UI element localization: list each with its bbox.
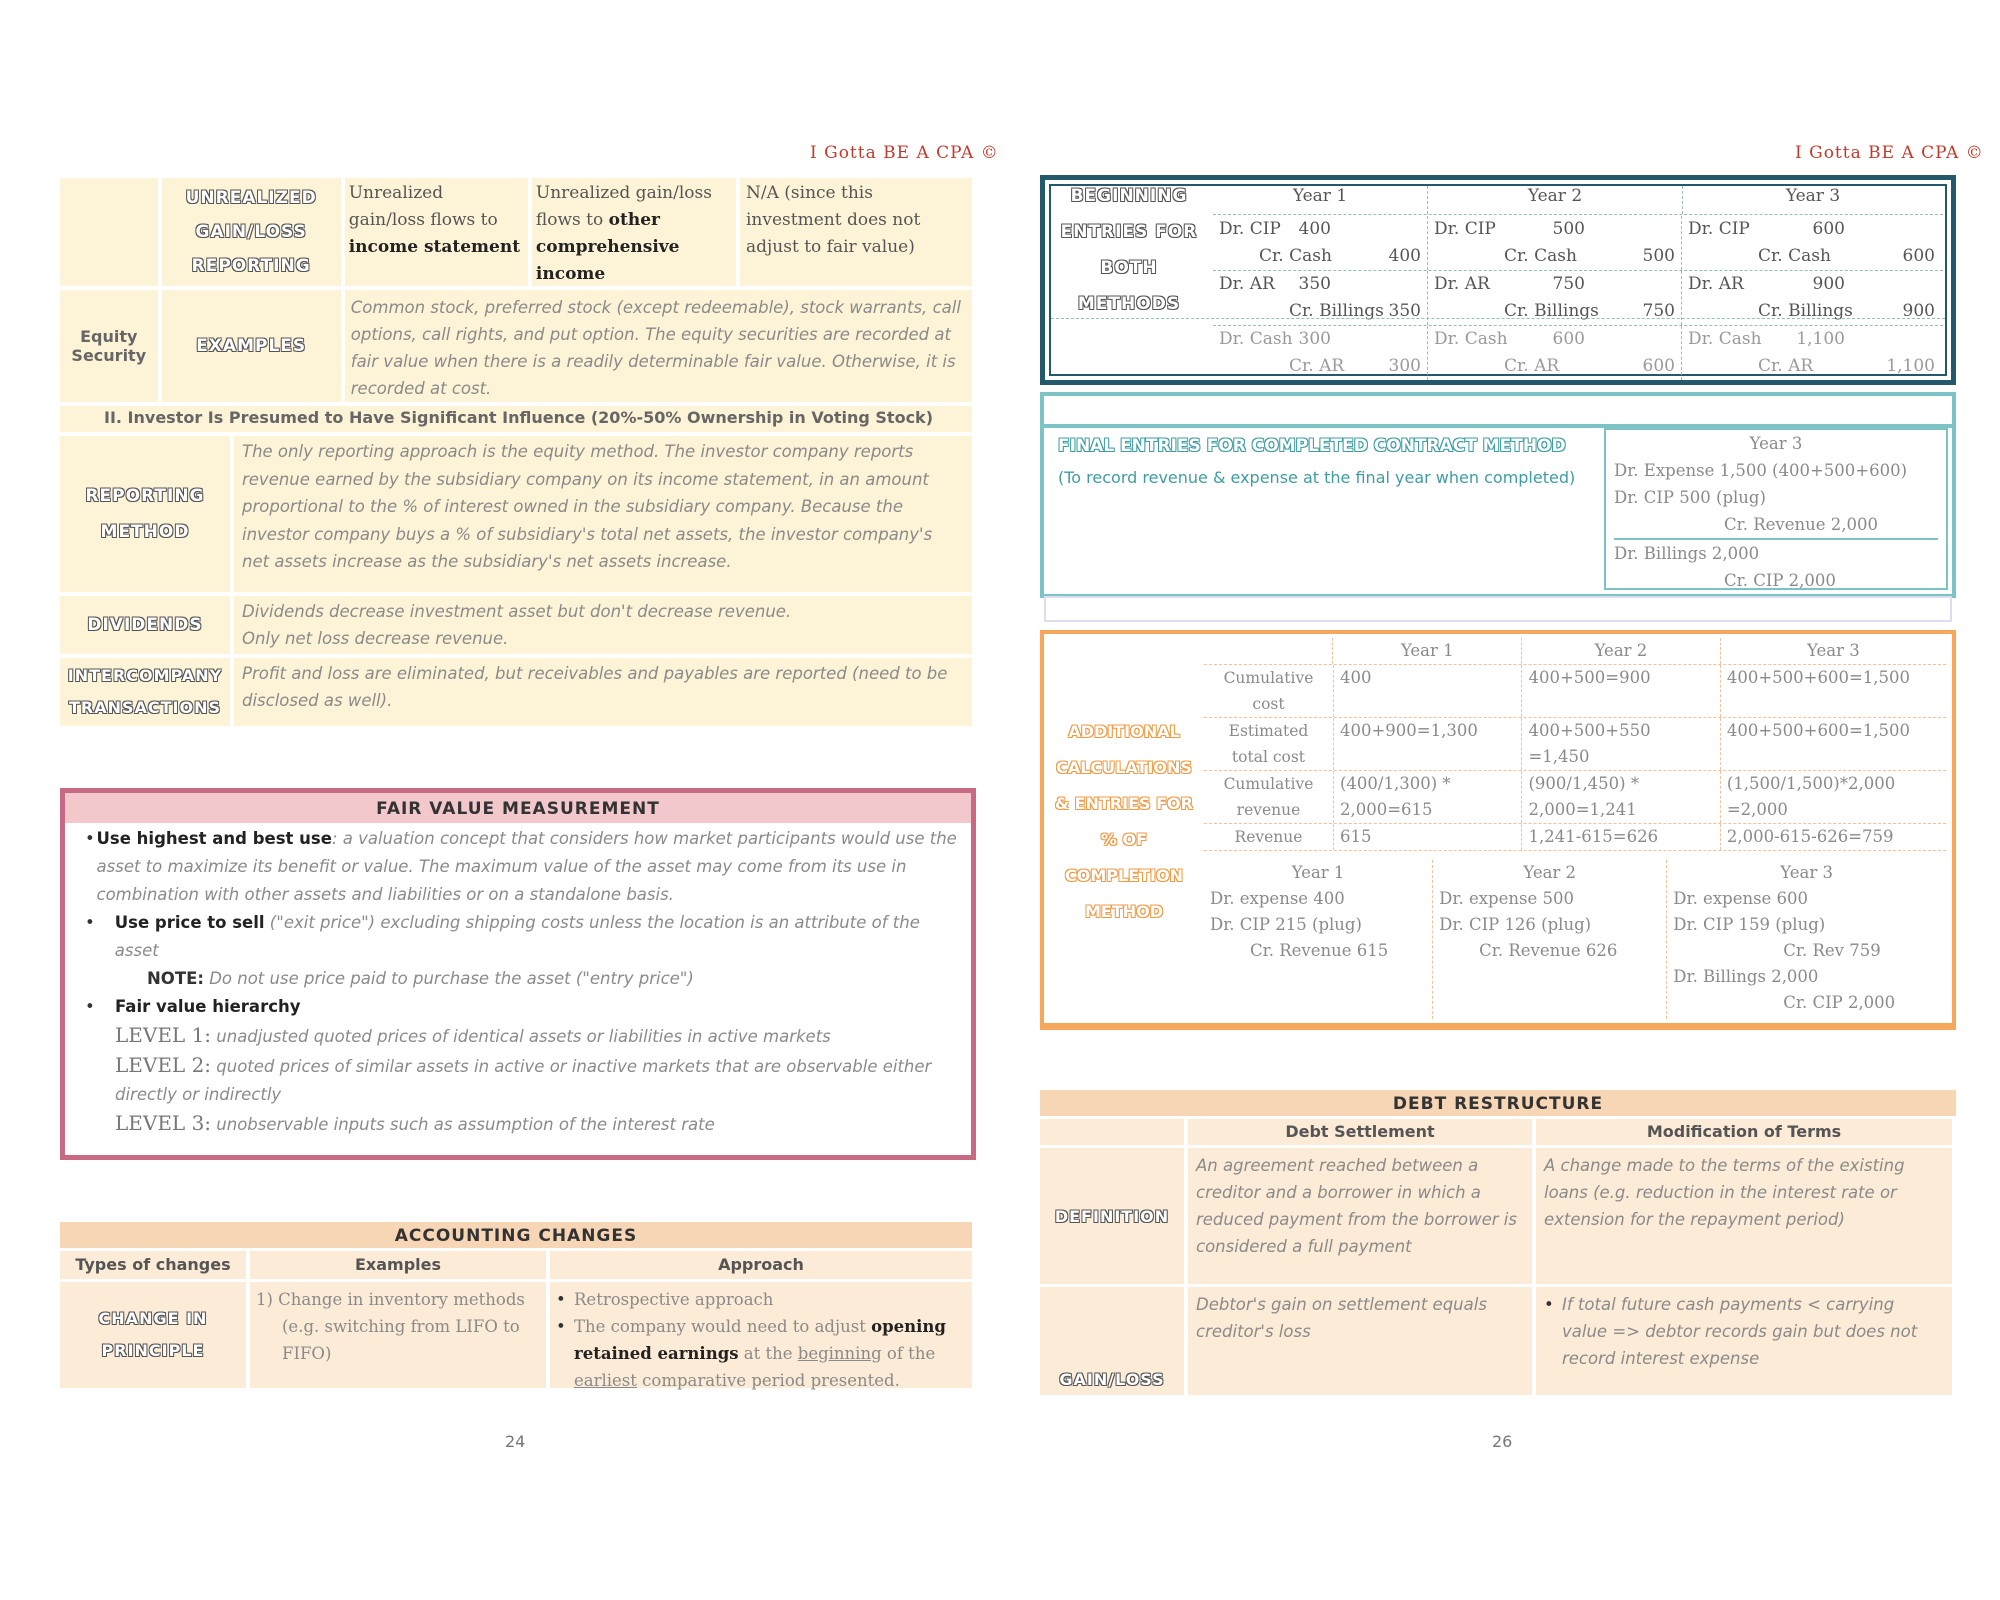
entry-cr-amount: 300 bbox=[1388, 356, 1421, 376]
final-entries-box bbox=[1040, 392, 1956, 598]
approach-2-earliest: earliest bbox=[574, 1371, 637, 1390]
beginning-years bbox=[1213, 186, 1943, 215]
beginning-entry-cash-year3 bbox=[1681, 326, 1941, 380]
pct-entry-line: Cr. Revenue 626 bbox=[1479, 941, 1618, 960]
debt-title: DEBT RESTRUCTURE bbox=[1040, 1090, 1956, 1116]
pct-cell: 400+500+600=1,500 bbox=[1720, 718, 1946, 770]
pct-row bbox=[1204, 718, 1946, 771]
entry-dr-account: Dr. AR bbox=[1688, 274, 1744, 294]
reporting-method-text: The only reporting approach is the equity method. The investor company reports revenue earned by the subsidiary company on its income statement, in an amount proportional to the % of interest owned in the subsidiary company. Because the investor company buys a % of subsidiary's total net assets, the investor company's net assets increase as the subsidiary's net assets increase. bbox=[234, 436, 972, 592]
entry-cr-account: Cr. Billings bbox=[1758, 301, 1853, 321]
unrealized-col1-bold: income statement bbox=[348, 237, 521, 257]
pct-entry-year-label: Year 2 bbox=[1523, 863, 1577, 882]
pct-label: ADDITIONAL CALCULATIONS & ENTRIES FOR % OF COMPLETION METHOD bbox=[1055, 722, 1193, 921]
fv-bullet-2-bold: Use price to sell bbox=[114, 913, 265, 932]
pct-entry-line: Dr. CIP 126 (plug) bbox=[1439, 915, 1592, 934]
entry-dr-account: Dr. CIP bbox=[1434, 219, 1496, 239]
fv-level-2-text: quoted prices of similar assets in active or inactive markets that are observable either directly or indirectly bbox=[115, 1057, 932, 1104]
entry-cr-amount: 600 bbox=[1902, 246, 1935, 266]
percent-completion-box bbox=[1040, 630, 1956, 1030]
unrealized-col1-text: Unrealized gain/loss flows to bbox=[348, 183, 498, 230]
page-number-left: 24 bbox=[505, 1432, 526, 1451]
beginning-row-cash bbox=[1213, 326, 1943, 380]
debt-header-settlement: Debt Settlement bbox=[1188, 1119, 1532, 1145]
entry-cr-account: Cr. Cash bbox=[1259, 246, 1332, 266]
accounting-changes-table bbox=[60, 1222, 972, 1388]
beginning-entry-cash-year2 bbox=[1427, 326, 1681, 380]
beginning-entry-cip-year1 bbox=[1213, 216, 1427, 270]
pct-cell: 400+500+600=1,500 bbox=[1720, 665, 1946, 717]
brand-watermark: I Gotta BE A CPA © bbox=[810, 143, 999, 163]
entry-cr-amount: 900 bbox=[1902, 301, 1935, 321]
entry-cr-account: Cr. AR bbox=[1289, 356, 1345, 376]
pct-entry-line: Dr. CIP 159 (plug) bbox=[1673, 915, 1826, 934]
section-title-significant-influence: II. Investor Is Presumed to Have Significant Influence (20%-50% Ownership in Voting Stock) bbox=[60, 406, 972, 432]
pct-entry-line: Dr. Billings 2,000 bbox=[1673, 967, 1819, 986]
pct-year-1: Year 1 bbox=[1332, 638, 1521, 664]
entry-dr-account: Dr. AR bbox=[1219, 274, 1275, 294]
unrealized-col2-text: Unrealized gain/loss flows to bbox=[535, 183, 712, 230]
fv-bullet-3: • Fair value hierarchy bbox=[85, 993, 963, 1021]
definition-label: DEFINITION bbox=[1040, 1148, 1184, 1284]
pct-cell: 400+500=900 bbox=[1521, 665, 1719, 717]
pct-row bbox=[1204, 665, 1946, 718]
pct-entry-line: Dr. CIP 215 (plug) bbox=[1210, 915, 1362, 934]
investments-table bbox=[60, 178, 972, 726]
reporting-method-label: REPORTING METHOD bbox=[60, 436, 230, 592]
fv-bullet-1-text: : a valuation concept that considers how market participants would use the asset to maximize its benefit or value. The maximum value of the asset may come from its use in combination with other assets and liabilities or on a standalone basis. bbox=[96, 829, 957, 904]
unrealized-col1 bbox=[345, 178, 528, 286]
debt-restructure-table bbox=[1040, 1090, 1956, 1395]
final-entries-title: FINAL ENTRIES FOR COMPLETED CONTRACT METHOD bbox=[1058, 436, 1566, 456]
unrealized-label: UNREALIZED GAIN/LOSS REPORTING bbox=[162, 178, 341, 286]
pct-entry-line: Cr. Revenue 615 bbox=[1250, 941, 1389, 960]
dividends-label: DIVIDENDS bbox=[60, 596, 230, 654]
dividends-line-1: Dividends decrease investment asset but don't decrease revenue. bbox=[242, 602, 792, 621]
entry-cr-amount: 350 bbox=[1388, 301, 1421, 321]
entry-dr-account: Dr. CIP bbox=[1688, 219, 1750, 239]
approach-2-beginning: beginning bbox=[797, 1344, 882, 1363]
pct-entry-year-2 bbox=[1432, 860, 1666, 1019]
entry-dr-amount: 600 bbox=[1552, 329, 1585, 349]
unrealized-col3: N/A (since this investment does not adjust to fair value) bbox=[740, 178, 972, 286]
example-line-2: (e.g. switching from LIFO to FIFO) bbox=[282, 1317, 520, 1363]
gain-settlement: Debtor's gain on settlement equals creditor's loss bbox=[1188, 1287, 1532, 1395]
beginning-entry-cip-year3 bbox=[1681, 216, 1941, 270]
fv-level-1-text: unadjusted quoted prices of identical assets or liabilities in active markets bbox=[211, 1027, 831, 1046]
approach-line-2 bbox=[574, 1313, 966, 1394]
fv-level-3-label: LEVEL 3: bbox=[115, 1111, 212, 1135]
pct-cell: (1,500/1,500)*2,000 =2,000 bbox=[1720, 771, 1946, 823]
final-entries-subtitle: (To record revenue & expense at the final year when completed) bbox=[1058, 468, 1576, 487]
pct-cell: 1,241-615=626 bbox=[1521, 824, 1719, 850]
entry-dr-amount: 900 bbox=[1812, 274, 1845, 294]
entry-cr-amount: 750 bbox=[1642, 301, 1675, 321]
pct-cell: 2,000-615-626=759 bbox=[1720, 824, 1946, 850]
empty-cell bbox=[60, 178, 158, 286]
pct-cell: (900/1,450) * 2,000=1,241 bbox=[1521, 771, 1719, 823]
final-entries-journal bbox=[1604, 428, 1948, 590]
fv-level-3 bbox=[85, 1109, 963, 1139]
entry-dr-account: Dr. Cash bbox=[1219, 329, 1293, 349]
example-line-1: 1) Change in inventory methods bbox=[256, 1290, 525, 1309]
debt-header-empty bbox=[1040, 1119, 1184, 1145]
beginning-year-3: Year 3 bbox=[1682, 186, 1943, 214]
final-line-3: Cr. Revenue 2,000 bbox=[1614, 511, 1938, 540]
pct-entries bbox=[1204, 860, 1946, 1019]
pct-row-label: Estimated total cost bbox=[1228, 722, 1309, 766]
fv-level-1-label: LEVEL 1: bbox=[115, 1023, 212, 1047]
pct-cell: (400/1,300) * 2,000=615 bbox=[1333, 771, 1521, 823]
pct-entry-line: Cr. CIP 2,000 bbox=[1783, 993, 1896, 1012]
final-line-2: Dr. CIP 500 (plug) bbox=[1614, 488, 1766, 507]
beginning-entry-cash-year1 bbox=[1213, 326, 1427, 380]
pct-entry-line: Cr. Rev 759 bbox=[1783, 941, 1881, 960]
fv-note bbox=[85, 965, 963, 993]
dividends-text bbox=[234, 596, 972, 654]
intercompany-label: INTERCOMPANY TRANSACTIONS bbox=[60, 658, 230, 726]
entry-dr-amount: 600 bbox=[1812, 219, 1845, 239]
gain-modification: If total future cash payments < carrying value => debtor records gain but does not record interest expense bbox=[1562, 1295, 1918, 1368]
pct-cell: 400+500+550 =1,450 bbox=[1521, 718, 1719, 770]
entry-cr-account: Cr. Billings bbox=[1504, 301, 1599, 321]
pct-row-label: Revenue bbox=[1234, 828, 1303, 846]
entry-cr-account: Cr. Billings bbox=[1289, 301, 1384, 321]
page-number-right: 26 bbox=[1492, 1432, 1513, 1451]
definition-modification: A change made to the terms of the existing loans (e.g. reduction in the interest rate or extension for the repayment period) bbox=[1536, 1148, 1952, 1284]
pct-row bbox=[1204, 771, 1946, 824]
entry-cr-account: Cr. Cash bbox=[1504, 246, 1577, 266]
beginning-row-cip bbox=[1213, 216, 1943, 271]
fv-bullet-1-bold: Use highest and best use bbox=[96, 829, 332, 848]
pct-cell: 400+900=1,300 bbox=[1333, 718, 1521, 770]
entry-dr-account: Dr. Cash bbox=[1688, 329, 1762, 349]
definition-settlement: An agreement reached between a creditor and a borrower in which a reduced payment from the borrower is considered a full payment bbox=[1188, 1148, 1532, 1284]
fv-level-2-label: LEVEL 2: bbox=[115, 1053, 212, 1077]
pct-entry-line: Dr. expense 400 bbox=[1210, 889, 1345, 908]
pct-entry-year-1 bbox=[1204, 860, 1432, 1019]
brand-watermark-right: I Gotta BE A CPA © bbox=[1795, 143, 1984, 163]
entry-dr-amount: 750 bbox=[1552, 274, 1585, 294]
header-types: Types of changes bbox=[60, 1251, 246, 1279]
entry-dr-account: Dr. Cash bbox=[1434, 329, 1508, 349]
examples-text: Common stock, preferred stock (except redeemable), stock warrants, call options, call rights, and put option. The equity securities are recorded at fair value when there is a readily determinable fair value. Otherwise, it is recorded at cost. bbox=[345, 290, 972, 402]
debt-header-modification: Modification of Terms bbox=[1536, 1119, 1952, 1145]
pct-entry-line: Dr. expense 600 bbox=[1673, 889, 1809, 908]
entry-dr-account: Dr. CIP bbox=[1219, 219, 1281, 239]
beginning-entry-cip-year2 bbox=[1427, 216, 1681, 270]
beginning-year-2: Year 2 bbox=[1427, 186, 1682, 214]
entry-cr-amount: 500 bbox=[1642, 246, 1675, 266]
beginning-year-1: Year 1 bbox=[1292, 186, 1348, 206]
entry-dr-amount: 300 bbox=[1298, 329, 1331, 349]
fv-level-2 bbox=[85, 1051, 963, 1109]
fv-note-label: NOTE: bbox=[147, 969, 204, 988]
pct-row-label: Cumulative cost bbox=[1223, 669, 1314, 713]
beginning-label: BEGINNING ENTRIES FOR BOTH METHODS bbox=[1060, 186, 1198, 314]
pct-header-row bbox=[1204, 638, 1946, 665]
approach-2-g: comparative period presented. bbox=[636, 1371, 900, 1390]
approach-cell: • Retrospective approach • The company would need to adjust opening retained earnings at the beginning of the earliest comparative period presented. bbox=[550, 1282, 972, 1388]
entry-cr-amount: 400 bbox=[1388, 246, 1421, 266]
pct-cell: 400 bbox=[1333, 665, 1521, 717]
pct-row-label: Cumulative revenue bbox=[1223, 775, 1314, 819]
gain-loss-label: GAIN/LOSS bbox=[1040, 1287, 1184, 1395]
entry-cr-account: Cr. Cash bbox=[1758, 246, 1831, 266]
pct-year-3: Year 3 bbox=[1720, 638, 1946, 664]
approach-line-1: Retrospective approach bbox=[574, 1290, 774, 1309]
unrealized-col2 bbox=[532, 178, 736, 286]
fair-value-title: FAIR VALUE MEASUREMENT bbox=[65, 793, 971, 823]
approach-2-bold: opening retained earnings bbox=[574, 1317, 946, 1363]
approach-2-c: at the bbox=[738, 1344, 798, 1363]
entry-dr-amount: 1,100 bbox=[1796, 329, 1845, 349]
beginning-grid bbox=[1213, 216, 1943, 380]
header-approach: Approach bbox=[550, 1251, 972, 1279]
accounting-changes-title: ACCOUNTING CHANGES bbox=[60, 1222, 972, 1248]
final-line-5: Cr. CIP 2,000 bbox=[1724, 571, 1836, 590]
right-page bbox=[1000, 0, 2000, 1600]
fv-bullet-2-text: ("exit price") excluding shipping costs unless the location is an attribute of the asset bbox=[114, 913, 920, 960]
approach-2-e: of the bbox=[881, 1344, 936, 1363]
final-line-4: Dr. Billings 2,000 bbox=[1614, 544, 1760, 563]
entry-dr-amount: 500 bbox=[1552, 219, 1585, 239]
pct-row bbox=[1204, 824, 1946, 851]
fv-note-text: Do not use price paid to purchase the asset ("entry price") bbox=[203, 969, 694, 988]
entry-dr-amount: 400 bbox=[1298, 219, 1331, 239]
fair-value-box bbox=[60, 788, 976, 1160]
approach-2-a: The company would need to adjust bbox=[574, 1317, 872, 1336]
beginning-entries-box bbox=[1040, 175, 1956, 385]
fv-level-3-text: unobservable inputs such as assumption of the interest rate bbox=[211, 1115, 715, 1134]
fv-bullet-1: • Use highest and best use: a valuation concept that considers how market participants would use the asset to maximize its benefit or value. The maximum value of the asset may come from its use in combination with other assets and liabilities or on a standalone basis. bbox=[85, 829, 957, 904]
beginning-entry-ar-year1 bbox=[1213, 271, 1427, 325]
gain-modification-cell: • If total future cash payments < carrying value => debtor records gain but does not record interest expense bbox=[1536, 1287, 1952, 1395]
dividends-line-2: Only net loss decrease revenue. bbox=[242, 629, 509, 648]
beginning-entry-ar-year2 bbox=[1427, 271, 1681, 325]
header-examples: Examples bbox=[250, 1251, 546, 1279]
fv-bullet-3-bold: Fair value hierarchy bbox=[115, 997, 301, 1016]
pct-cell: 615 bbox=[1333, 824, 1521, 850]
beginning-entry-ar-year3 bbox=[1681, 271, 1941, 325]
entry-cr-amount: 1,100 bbox=[1886, 356, 1935, 376]
final-year: Year 3 bbox=[1749, 434, 1803, 453]
entry-cr-account: Cr. AR bbox=[1504, 356, 1560, 376]
fv-bullet-2: • Use price to sell ("exit price") excluding shipping costs unless the location is an attribute of the asset bbox=[85, 913, 920, 960]
entry-dr-account: Dr. AR bbox=[1434, 274, 1490, 294]
equity-security-label: Equity Security bbox=[60, 290, 158, 402]
example-cell bbox=[250, 1282, 546, 1388]
pct-year-2: Year 2 bbox=[1521, 638, 1720, 664]
entry-dr-amount: 350 bbox=[1298, 274, 1331, 294]
change-in-principle-label: CHANGE IN PRINCIPLE bbox=[60, 1282, 246, 1388]
pct-entry-line: Dr. expense 500 bbox=[1439, 889, 1574, 908]
examples-label: EXAMPLES bbox=[162, 290, 341, 402]
entry-cr-account: Cr. AR bbox=[1758, 356, 1814, 376]
pct-table bbox=[1204, 638, 1946, 851]
final-line-1: Dr. Expense 1,500 (400+500+600) bbox=[1614, 461, 1908, 480]
entry-cr-amount: 600 bbox=[1642, 356, 1675, 376]
fv-level-1 bbox=[85, 1021, 963, 1051]
intercompany-text: Profit and loss are eliminated, but receivables and payables are reported (need to be disclosed as well). bbox=[234, 658, 972, 726]
unrealized-col2-bold: other comprehensive income bbox=[535, 210, 680, 284]
pct-entry-year-label: Year 1 bbox=[1291, 863, 1345, 882]
pct-entry-year-3 bbox=[1666, 860, 1946, 1019]
pct-entry-year-label: Year 3 bbox=[1780, 863, 1833, 882]
